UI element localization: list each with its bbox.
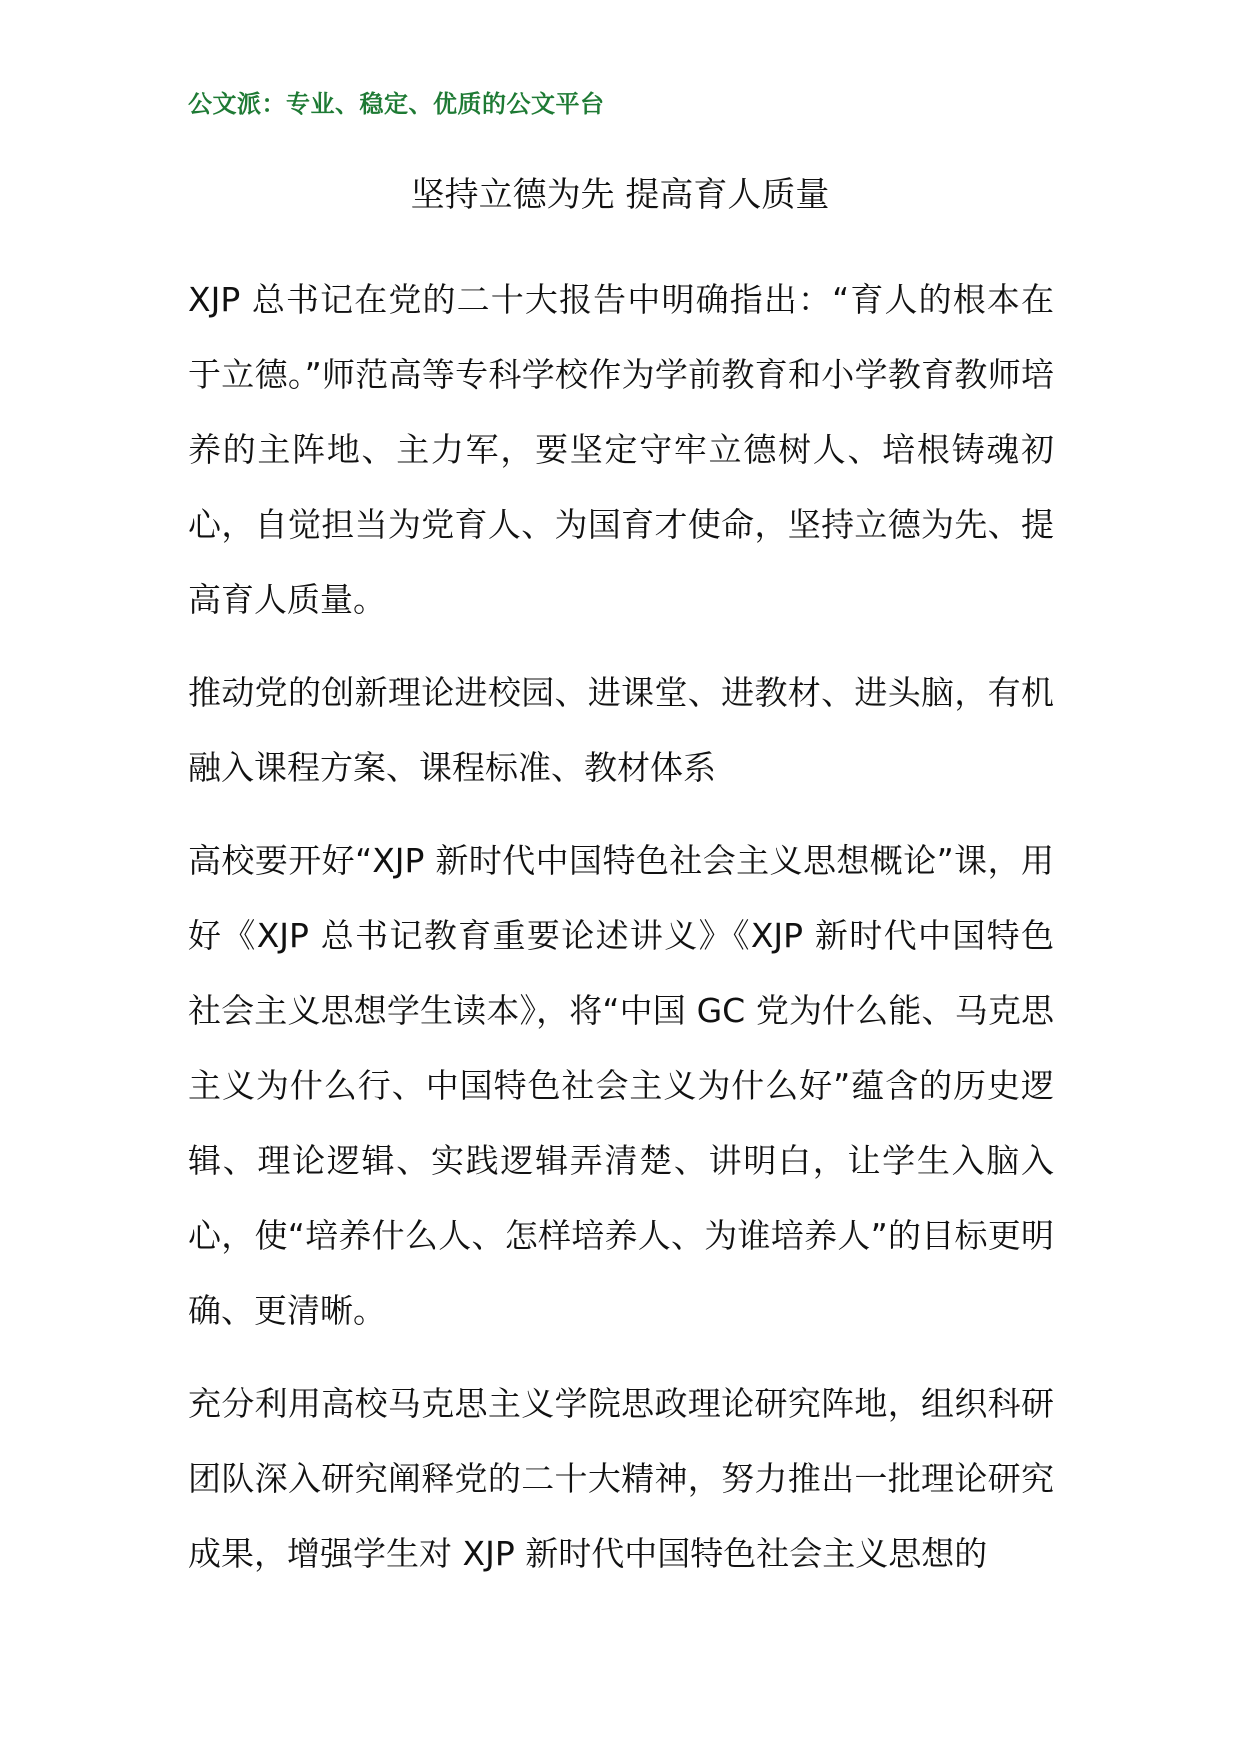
document-title: 坚持立德为先 提高育人质量 [410,175,830,215]
header-brand-text: 公文派：专业、稳定、优质的公文平台 [188,90,605,118]
paragraph-research: 充分利用高校马克思主义学院思政理论研究阵地，组织科研团队深入研究阐释党的二十大精神，努力推出一批理论研究成果，增强学生对 XJP 新时代中国特色社会主义思想的 [188,1384,1054,1573]
paragraph-intro: XJP 总书记在党的二十大报告中明确指出：“育人的根本在于立德。”师范高等专科学校作为学前教育和小学教育教师培养的主阵地、主力军，要坚定守牢立德树人、培根铸魂初心，自觉担当为党育人、为国育才使命，坚持立德为先、提高育人质量。 [188,280,1054,619]
paragraph-theory-integration: 推动党的创新理论进校园、进课堂、进教材、进头脑，有机融入课程方案、课程标准、教材体系 [188,673,1054,787]
paragraph-course-teaching: 高校要开好“XJP 新时代中国特色社会主义思想概论”课，用好《XJP 总书记教育重要论述讲义》《XJP 新时代中国特色社会主义思想学生读本》，将“中国 GC 党为什么能、马克思主义为什么行、中国特色社会主义为什么好”蕴含的历史逻辑、理论逻辑、实践逻辑弄清楚、讲明白，让学生入脑入心，使“培养什么人、怎样培养人、为谁培养人”的目标更明确、更清晰。 [188,841,1054,1330]
document-body [188,262,1054,1609]
